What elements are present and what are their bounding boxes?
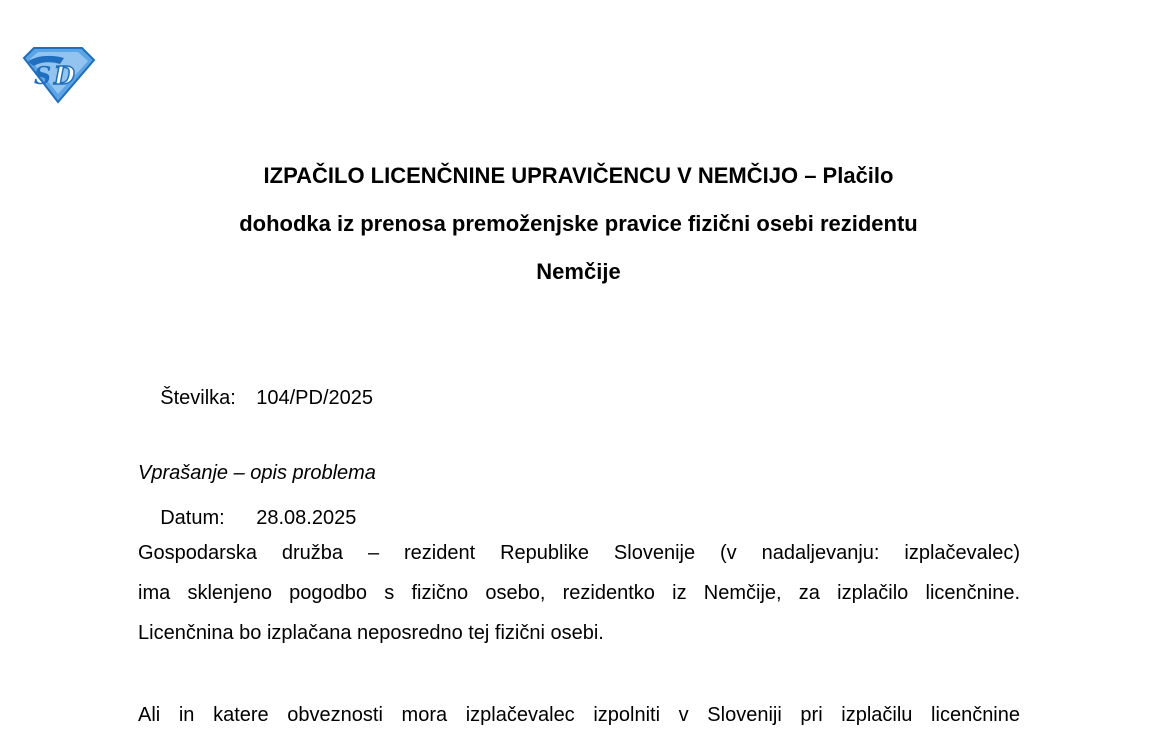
date-value: 28.08.2025	[256, 507, 357, 529]
svg-text:D: D	[54, 61, 75, 90]
paragraph-1-line-2: ima sklenjeno pogodbo s fizično osebo, rezidentko iz Nemčije, za izplačilo licenčnine.	[138, 582, 1020, 604]
section-heading: Vprašanje – opis problema	[138, 462, 376, 484]
paragraph-1	[138, 533, 1020, 653]
number-label: Številka:	[160, 387, 236, 409]
date-label: Datum:	[160, 507, 225, 529]
title-line-3: Nemčije	[536, 259, 621, 284]
title-line-2: dohodka iz prenosa premoženjske pravice fizični osebi rezidentu	[239, 211, 918, 236]
paragraph-1-line-1: Gospodarska družba – rezident Republike Slovenije (v nadaljevanju: izplačevalec)	[138, 542, 1020, 564]
title-line-1: IZPAČILO LICENČNINE UPRAVIČENCU V NEMČIJO – Plačilo	[263, 163, 894, 188]
diamond-logo-icon	[20, 46, 96, 104]
number-row	[138, 338, 373, 458]
document-title	[120, 152, 1037, 296]
svg-text:S: S	[34, 61, 52, 90]
paragraph-2-line-1: Ali in katere obveznosti mora izplačevalec izpolniti v Sloveniji pri izplačilu licenčnine	[138, 704, 1020, 726]
paragraph-1-line-3: Licenčnina bo izplačana neposredno tej fizični osebi.	[138, 622, 604, 644]
number-value: 104/PD/2025	[256, 387, 373, 409]
paragraph-2	[138, 695, 1020, 735]
